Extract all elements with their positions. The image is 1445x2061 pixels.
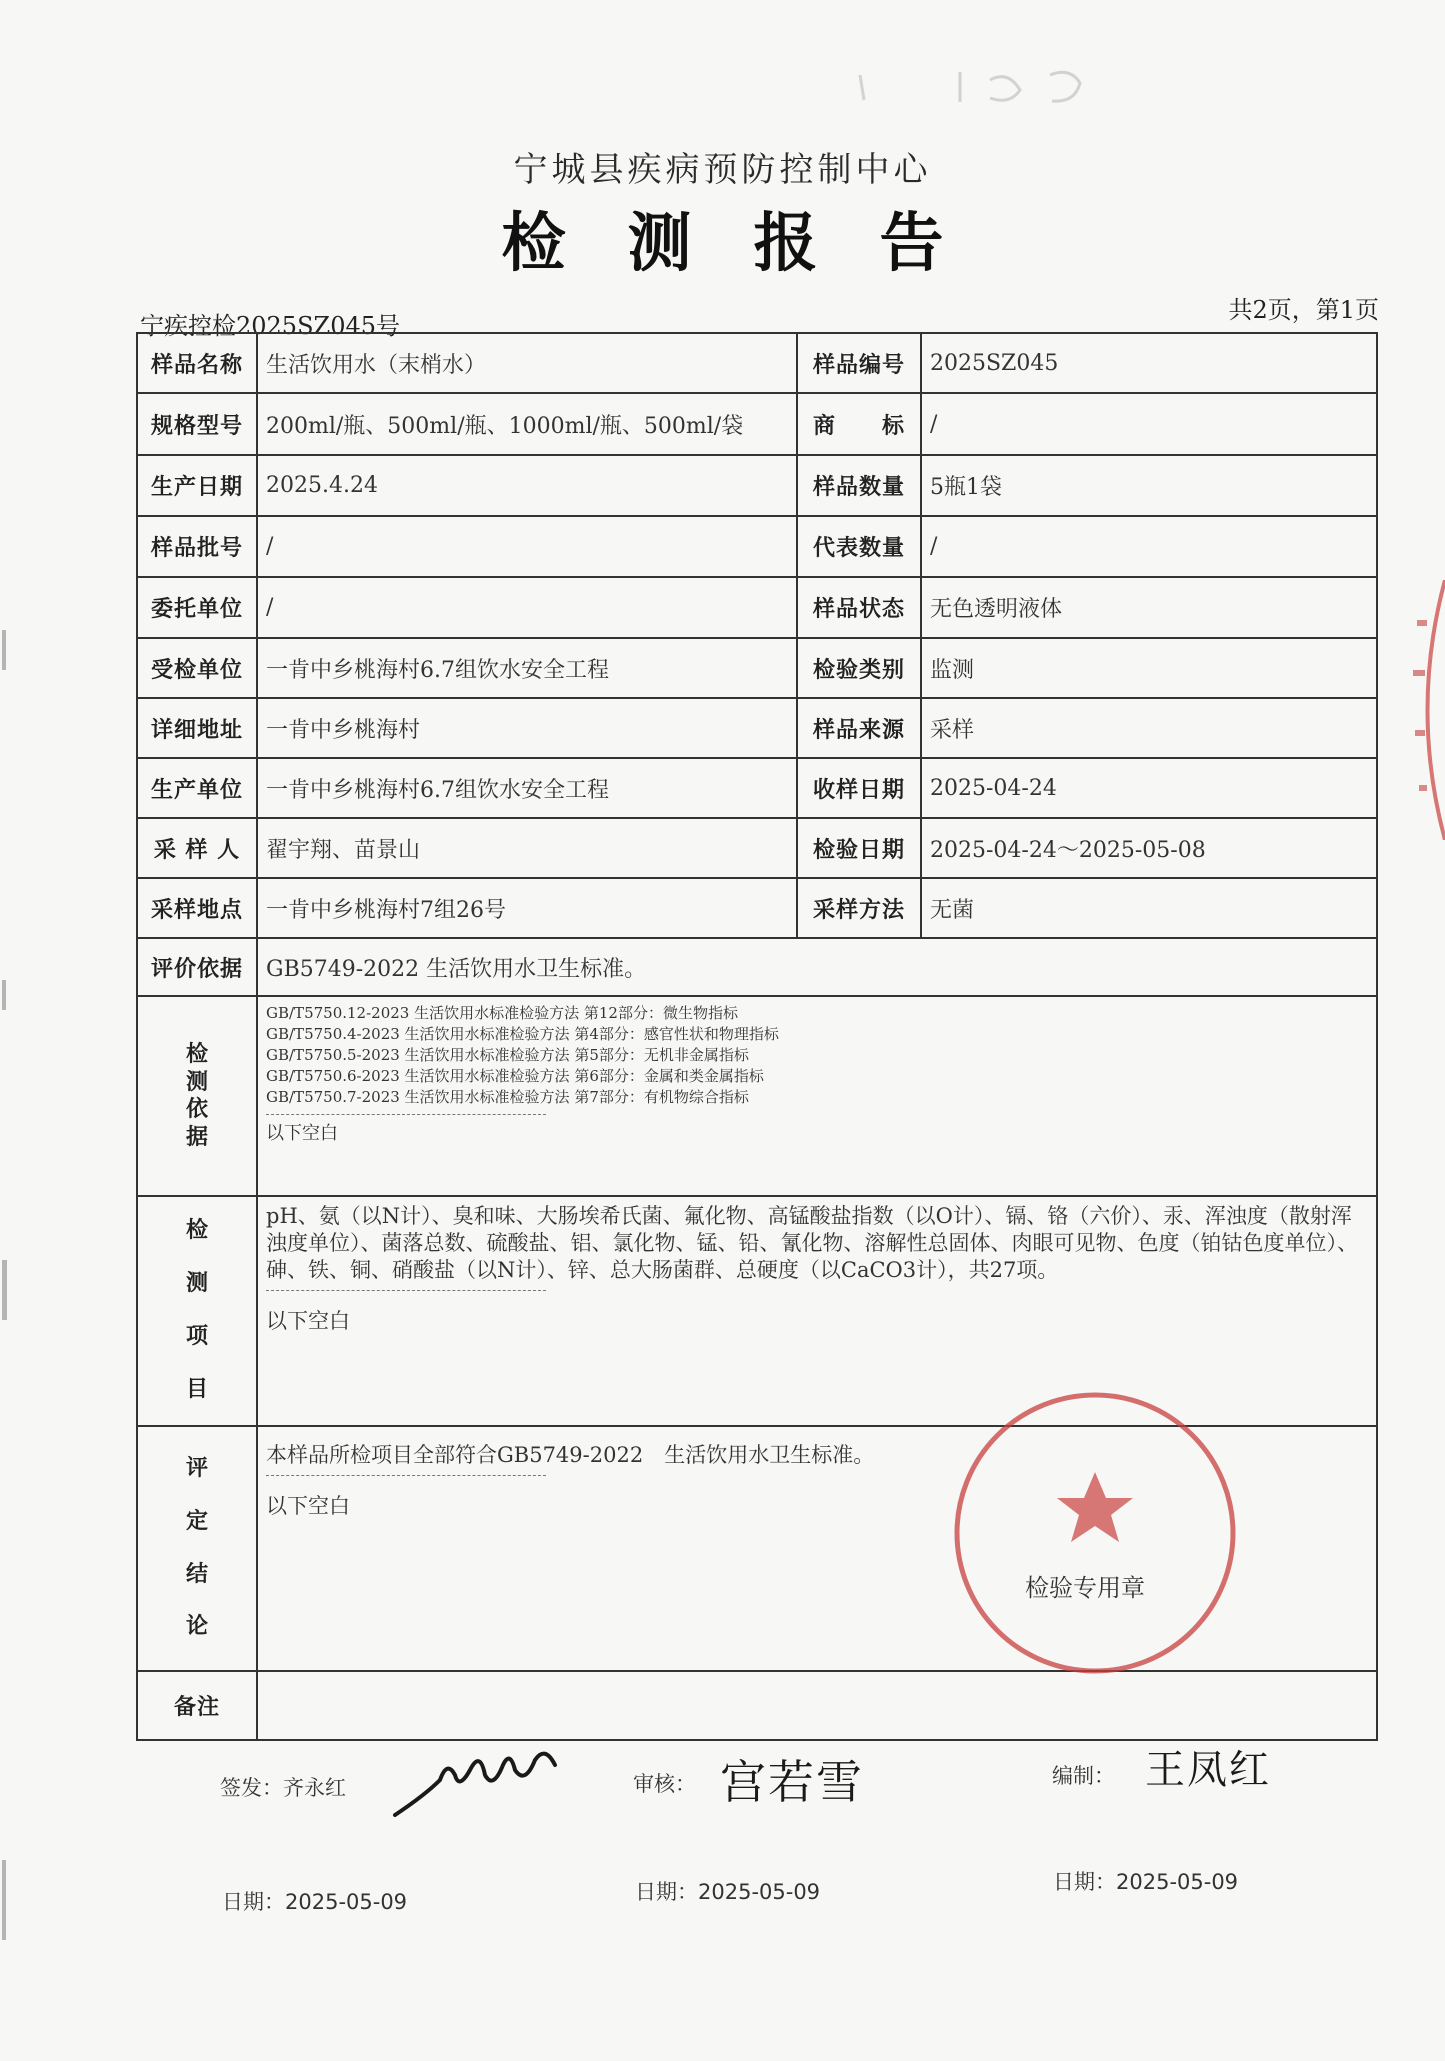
prod-date-label: 生产日期 xyxy=(137,455,257,516)
producer-label: 生产单位 xyxy=(137,758,257,818)
divider xyxy=(266,1290,546,1291)
test-basis-line: GB/T5750.5-2023 生活饮用水标准检验方法 第5部分：无机非金属指标 xyxy=(266,1046,749,1064)
table-row xyxy=(137,878,1377,938)
category-value: 监测 xyxy=(921,638,1377,698)
eval-basis-value: GB5749-2022 生活饮用水卫生标准。 xyxy=(257,938,1377,996)
table-row xyxy=(137,577,1377,638)
reviewer-signature: 宫若雪 xyxy=(720,1755,864,1809)
address-value: 一肯中乡桃海村 xyxy=(257,698,797,758)
category-label: 检验类别 xyxy=(797,638,921,698)
inspection-stamp xyxy=(945,1388,1245,1678)
rep-qty-value: / xyxy=(921,516,1377,577)
test-items-text: pH、氨（以N计）、臭和味、大肠埃希氏菌、氟化物、高锰酸盐指数（以O计）、镉、铬（六价）、汞、浑浊度（散射浑浊度单位）、菌落总数、硫酸盐、铝、氯化物、锰、铅、氰化物、溶解性总固体、肉眼可见物、色度（铂钴色度单位）、砷、铁、铜、硝酸盐（以N计）、锌、总大肠菌群、总硬度（以CaCO3计），共27项。 xyxy=(266,1204,1358,1282)
test-basis-cell xyxy=(257,996,1377,1196)
sample-no-value: 2025SZ045 xyxy=(921,333,1377,393)
table-row xyxy=(137,1671,1377,1740)
table-row xyxy=(137,938,1377,996)
issuer-label: 签发：齐永红 xyxy=(220,1776,346,1800)
test-basis-line: GB/T5750.6-2023 生活饮用水标准检验方法 第6部分：金属和类金属指标 xyxy=(266,1067,764,1085)
stamp-label: 检验专用章 xyxy=(1025,1574,1145,1602)
conclusion-label xyxy=(137,1426,257,1671)
table-row xyxy=(137,698,1377,758)
sampler-label: 采 样 人 xyxy=(137,818,257,878)
client-value: / xyxy=(257,577,797,638)
method-label: 采样方法 xyxy=(797,878,921,938)
remarks-value xyxy=(257,1671,1377,1740)
address-label: 详细地址 xyxy=(137,698,257,758)
quantity-label: 样品数量 xyxy=(797,455,921,516)
conclusion-text: 本样品所检项目全部符合GB5749-2022 生活饮用水卫生标准。 xyxy=(266,1443,875,1467)
table-row xyxy=(137,638,1377,698)
test-date-value: 2025-04-24～2025-05-08 xyxy=(921,818,1377,878)
test-items-blank-note: 以下空白 xyxy=(266,1309,350,1333)
organization-name: 宁城县疾病预防控制中心 xyxy=(513,150,932,190)
state-value: 无色透明液体 xyxy=(921,577,1377,638)
scan-marks-left xyxy=(0,600,10,2000)
brand-label: 商 标 xyxy=(797,393,921,455)
source-value: 采样 xyxy=(921,698,1377,758)
method-value: 无菌 xyxy=(921,878,1377,938)
reviewer-label: 审核： xyxy=(633,1772,696,1796)
prod-date-value: 2025.4.24 xyxy=(257,455,797,516)
location-label: 采样地点 xyxy=(137,878,257,938)
rep-qty-label: 代表数量 xyxy=(797,516,921,577)
remarks-label: 备注 xyxy=(137,1671,257,1740)
test-basis-label-text: 检测依据 xyxy=(185,1042,208,1150)
spec-label: 规格型号 xyxy=(137,393,257,455)
inspected-unit-value: 一肯中乡桃海村6.7组饮水安全工程 xyxy=(257,638,797,698)
quantity-value: 5瓶1袋 xyxy=(921,455,1377,516)
test-basis-line: GB/T5750.4-2023 生活饮用水标准检验方法 第4部分：感官性状和物理指标 xyxy=(266,1025,779,1043)
batch-value: / xyxy=(257,516,797,577)
issuer-signature xyxy=(385,1740,575,1825)
table-row xyxy=(137,996,1377,1196)
source-label: 样品来源 xyxy=(797,698,921,758)
state-label: 样品状态 xyxy=(797,577,921,638)
reviewer-date: 日期：2025-05-09 xyxy=(635,1880,821,1904)
scan-marks-top xyxy=(840,60,1140,110)
test-items-label xyxy=(137,1196,257,1426)
table-row xyxy=(137,455,1377,516)
table-row xyxy=(137,758,1377,818)
brand-value: / xyxy=(921,393,1377,455)
spec-value: 200ml/瓶、500ml/瓶、1000ml/瓶、500ml/袋 xyxy=(257,393,797,455)
table-row xyxy=(137,333,1377,393)
issuer-date: 日期：2025-05-09 xyxy=(222,1890,408,1914)
editor-signature: 王凤红 xyxy=(1145,1747,1271,1793)
received-label: 收样日期 xyxy=(797,758,921,818)
conclusion-label-text: 评定结论 xyxy=(185,1455,208,1640)
sample-name-value: 生活饮用水（末梢水） xyxy=(257,333,797,393)
test-date-label: 检验日期 xyxy=(797,818,921,878)
edge-seal-fragment xyxy=(1405,580,1445,840)
eval-basis-label: 评价依据 xyxy=(137,938,257,996)
inspected-unit-label: 受检单位 xyxy=(137,638,257,698)
test-basis-label xyxy=(137,996,257,1196)
table-row xyxy=(137,393,1377,455)
sample-no-label: 样品编号 xyxy=(797,333,921,393)
batch-label: 样品批号 xyxy=(137,516,257,577)
editor-date: 日期：2025-05-09 xyxy=(1053,1870,1239,1894)
test-basis-line: GB/T5750.12-2023 生活饮用水标准检验方法 第12部分：微生物指标 xyxy=(266,1004,738,1022)
sampler-value: 翟宇翔、苗景山 xyxy=(257,818,797,878)
conclusion-blank-note: 以下空白 xyxy=(266,1494,350,1518)
location-value: 一肯中乡桃海村7组26号 xyxy=(257,878,797,938)
client-label: 委托单位 xyxy=(137,577,257,638)
sample-name-label: 样品名称 xyxy=(137,333,257,393)
divider xyxy=(266,1475,546,1476)
divider xyxy=(266,1114,546,1115)
test-basis-blank-note: 以下空白 xyxy=(266,1123,338,1144)
editor-label: 编制： xyxy=(1052,1764,1115,1788)
page-info: 共2页，第1页 xyxy=(1228,296,1379,324)
test-basis-line: GB/T5750.7-2023 生活饮用水标准检验方法 第7部分：有机物综合指标 xyxy=(266,1088,749,1106)
document-title: 检测报告 xyxy=(501,206,1006,281)
test-items-label-text: 检测项目 xyxy=(185,1218,208,1402)
producer-value: 一肯中乡桃海村6.7组饮水安全工程 xyxy=(257,758,797,818)
table-row xyxy=(137,818,1377,878)
received-value: 2025-04-24 xyxy=(921,758,1377,818)
report-number: 宁疾控检2025SZ045号 xyxy=(140,312,401,340)
table-row xyxy=(137,516,1377,577)
